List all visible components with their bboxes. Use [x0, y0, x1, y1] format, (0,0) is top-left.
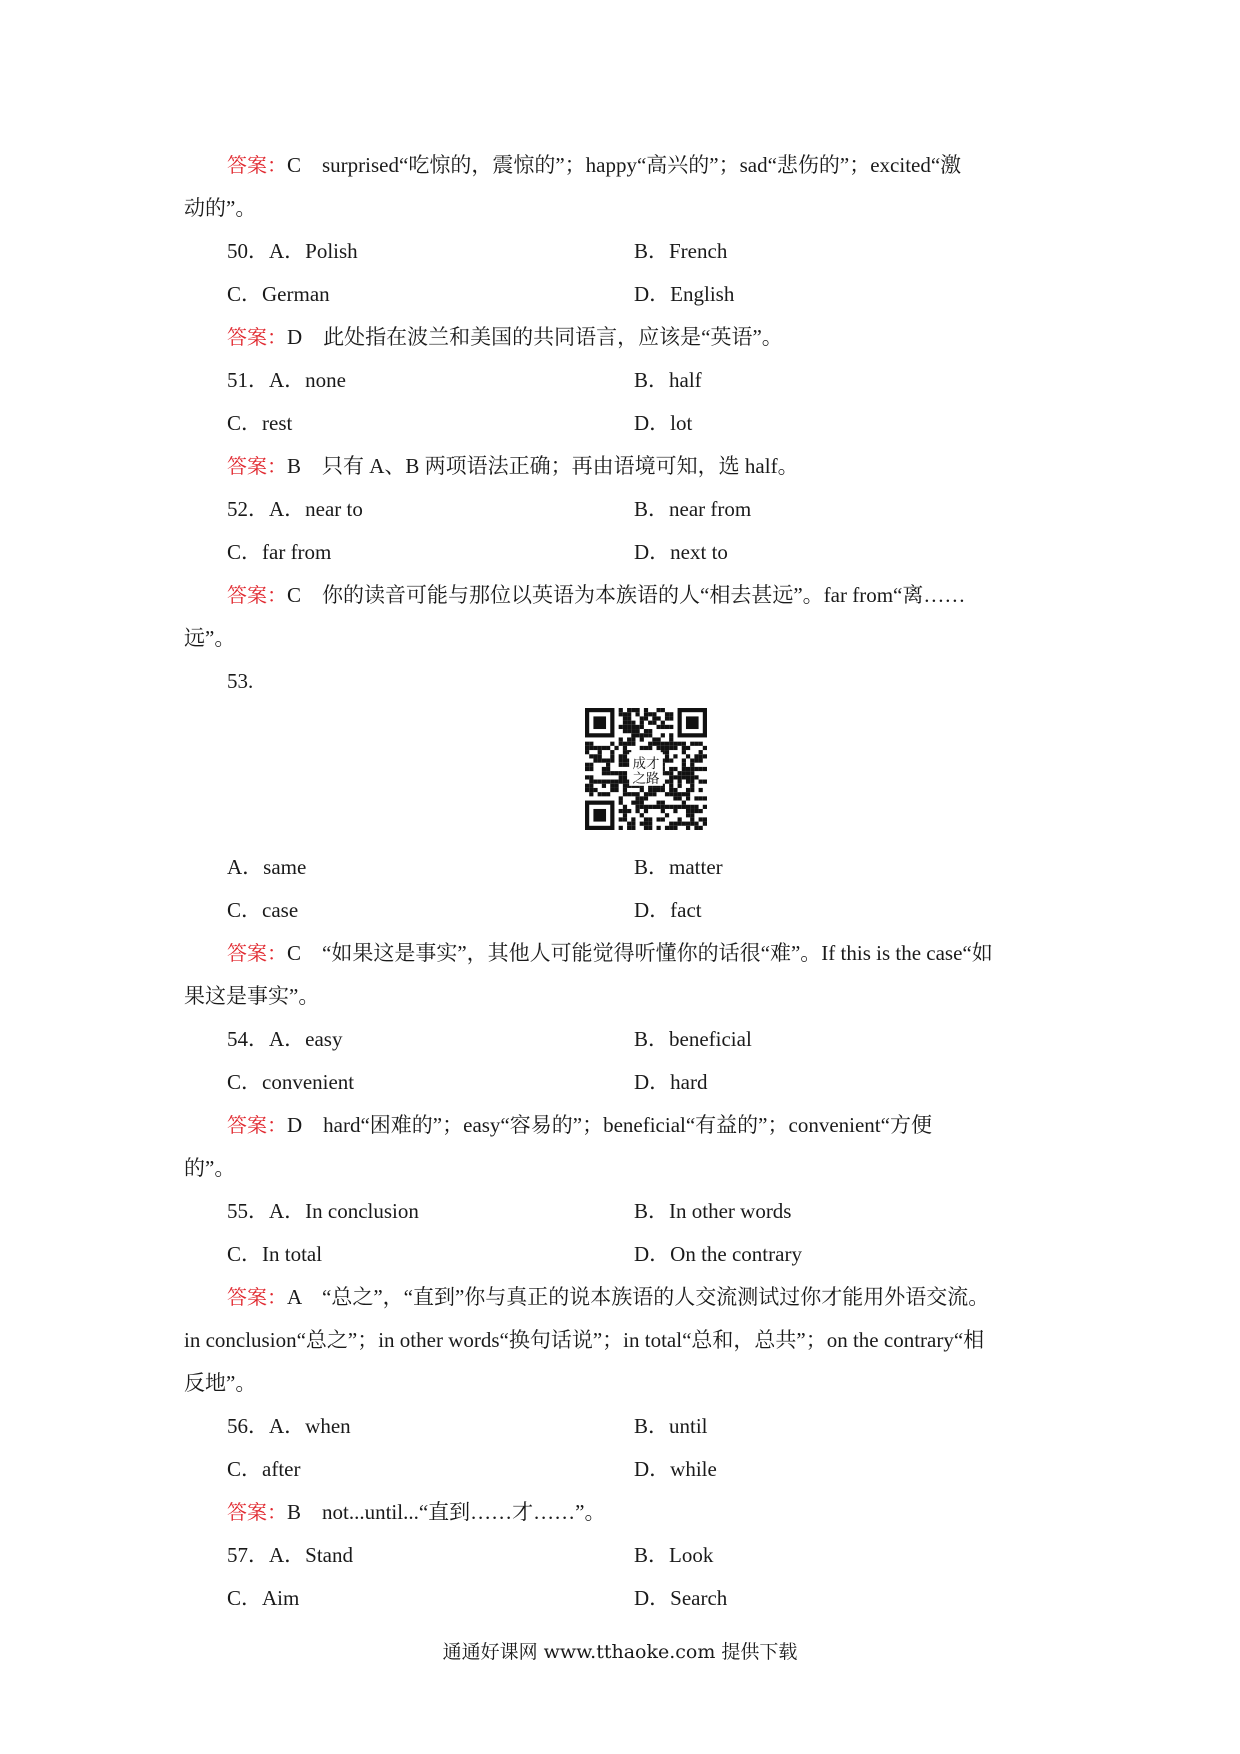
answer-label: 答案：: [227, 583, 287, 607]
option-52-a: 52．A．near to: [227, 497, 363, 521]
answer-label: 答案：: [227, 1500, 287, 1524]
option-56-d: D．while: [634, 1457, 717, 1481]
answer-text: C “如果这是事实”，其他人可能觉得听懂你的话很“难”。If this is the case“如: [287, 941, 993, 965]
answer-53: [227, 938, 993, 968]
option-54-c: C．convenient: [227, 1070, 355, 1094]
answer-text: B not...until...“直到……才……”。: [287, 1500, 606, 1524]
answer-52: [227, 580, 965, 610]
option-53-c: C．case: [227, 898, 299, 922]
option-56-b: B．until: [634, 1414, 708, 1438]
qr-code-icon: [585, 708, 707, 830]
answer-label: 答案：: [227, 1113, 287, 1137]
answer-49-cont: 动的”。: [184, 196, 257, 220]
answer-51: [227, 451, 799, 481]
answer-56: [227, 1497, 606, 1527]
answer-text: D hard“困难的”；easy“容易的”；beneficial“有益的”；convenient“方便: [287, 1113, 932, 1137]
option-57-a: 57．A．Stand: [227, 1543, 353, 1567]
answer-text: B 只有 A、B 两项语法正确；再由语境可知，选 half。: [287, 454, 799, 478]
answer-55-cont-1: in conclusion“总之”；in other words“换句话说”；in total“总和，总共”；on the contrary“相: [184, 1328, 985, 1352]
qr-logo-text-bottom: 之路: [632, 771, 660, 787]
answer-54-cont: 的”。: [184, 1156, 236, 1180]
answer-text: C surprised“吃惊的，震惊的”；happy“高兴的”；sad“悲伤的”；excited“激: [287, 153, 962, 177]
page-footer: 通通好课网 www.tthaoke.com 提供下载: [442, 1641, 798, 1663]
answer-label: 答案：: [227, 325, 287, 349]
answer-text: D 此处指在波兰和美国的共同语言，应该是“英语”。: [287, 325, 783, 349]
option-54-b: B．beneficial: [634, 1027, 752, 1051]
answer-text: C 你的读音可能与那位以英语为本族语的人“相去甚远”。far from“离……: [287, 583, 966, 607]
option-50-a: 50．A．Polish: [227, 239, 358, 263]
answer-label: 答案：: [227, 941, 287, 965]
option-51-b: B．half: [634, 368, 702, 392]
option-52-b: B．near from: [634, 497, 752, 521]
option-54-d: D．hard: [634, 1070, 708, 1094]
answer-55: [227, 1282, 989, 1312]
option-50-d: D．English: [634, 282, 735, 306]
option-53-d: D．fact: [634, 898, 702, 922]
option-52-c: C．far from: [227, 540, 332, 564]
answer-49: [227, 150, 961, 180]
answer-55-cont-2: 反地”。: [184, 1371, 257, 1395]
option-53-b: B．matter: [634, 855, 723, 879]
answer-text: A “总之”，“直到”你与真正的说本族语的人交流测试过你才能用外语交流。: [287, 1285, 990, 1309]
option-57-c: C．Aim: [227, 1586, 300, 1610]
answer-label: 答案：: [227, 1285, 287, 1309]
answer-53-cont: 果这是事实”。: [184, 984, 320, 1008]
option-50-c: C．German: [227, 282, 330, 306]
answer-label: 答案：: [227, 153, 287, 177]
option-56-a: 56．A．when: [227, 1414, 351, 1438]
qr-logo-text-top: 成才: [632, 757, 660, 773]
option-56-c: C．after: [227, 1457, 301, 1481]
option-53-a: A．same: [227, 855, 307, 879]
option-57-b: B．Look: [634, 1543, 714, 1567]
option-52-d: D．next to: [634, 540, 728, 564]
option-54-a: 54．A．easy: [227, 1027, 343, 1051]
option-55-c: C．In total: [227, 1242, 323, 1266]
option-51-a: 51．A．none: [227, 368, 346, 392]
answer-label: 答案：: [227, 454, 287, 478]
answer-52-cont: 远”。: [184, 626, 236, 650]
option-51-c: C．rest: [227, 411, 293, 435]
answer-50: [227, 322, 783, 352]
option-50-b: B．French: [634, 239, 728, 263]
option-55-d: D．On the contrary: [634, 1242, 802, 1266]
answer-54: [227, 1110, 932, 1140]
option-51-d: D．lot: [634, 411, 693, 435]
option-57-d: D．Search: [634, 1586, 728, 1610]
option-55-a: 55．A．In conclusion: [227, 1199, 419, 1223]
option-55-b: B．In other words: [634, 1199, 792, 1223]
question-53-number: 53.: [227, 669, 254, 693]
